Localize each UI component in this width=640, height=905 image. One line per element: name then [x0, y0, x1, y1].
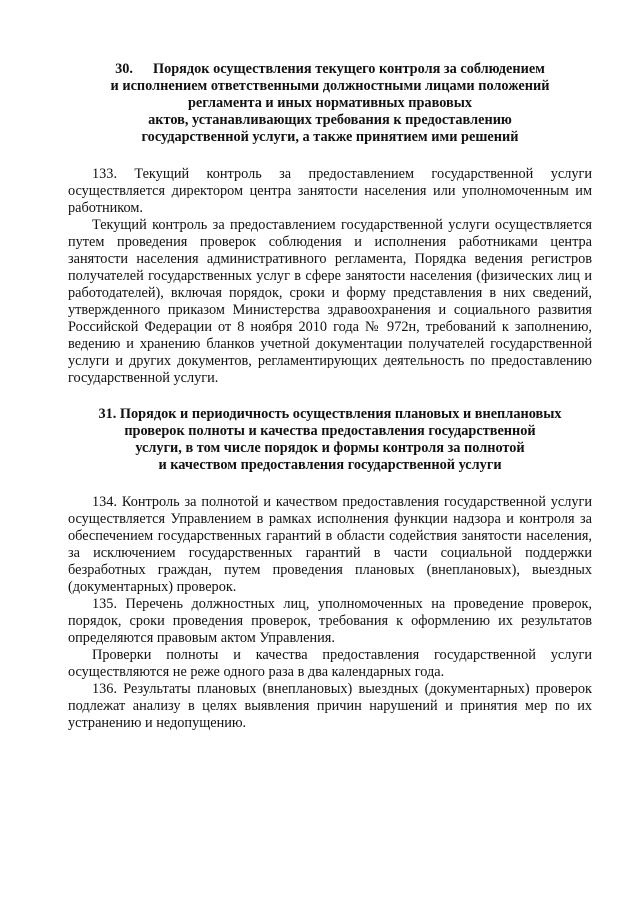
- section-30-heading: [68, 61, 592, 146]
- heading-line: услуги, в том числе порядок и формы контроля за полнотой: [135, 440, 525, 456]
- paragraph-136: 136. Результаты плановых (внеплановых) выездных (документарных) проверок подлежат анализу в целях выявления причин нарушений и принятия мер по их устранению и недопущению.: [68, 681, 592, 731]
- document-page: [68, 61, 592, 732]
- paragraph-inspections-frequency: Проверки полноты и качества предоставления государственной услуги осуществляются не реже одного раза в два календарных года.: [68, 647, 592, 680]
- section-30-body: [68, 166, 592, 387]
- heading-line: актов, устанавливающих требования к предоставлению: [148, 112, 512, 128]
- heading-line: [68, 61, 592, 78]
- heading-line-text: Порядок осуществления текущего контроля за соблюдением: [152, 61, 545, 77]
- paragraph-133: 133. Текущий контроль за предоставлением государственной услуги осуществляется директором центра занятости населения или уполномоченным им работником.: [68, 166, 592, 216]
- paragraph-134: 134. Контроль за полнотой и качеством предоставления государственной услуги осуществляется Управлением в рамках исполнения функции надзора и контроля за обеспечением государственных гарантий в области содействия занятости населения, за исключением государственных гарантий в части социальной поддержки безработных граждан, путем проведения плановых (внеплановых), выездных (документарных) проверок.: [68, 494, 592, 595]
- heading-line: и качеством предоставления государственной услуги: [158, 457, 502, 473]
- paragraph-135: 135. Перечень должностных лиц, уполномоченных на проведение проверок, порядок, сроки проведения проверок, требования к оформлению их результатов определяются правовым актом Управления.: [68, 596, 592, 646]
- heading-line: 31. Порядок и периодичность осуществления плановых и внеплановых: [98, 406, 562, 422]
- paragraph-current-control: Текущий контроль за предоставлением государственной услуги осуществляется путем проведения проверок соблюдения и исполнения работниками центра занятости населения административного регламента, Порядка ведения регистров получателей государственных услуг в сфере занятости населения (физических лиц и работодателей), включая порядок, сроки и форму представления в них сведений, утвержденного приказом Министерства здравоохранения и социального развития Российской Федерации от 8 ноября 2010 года № 972н, требований к заполнению, ведению и хранению бланков учетной документации получателей государственной услуги и других документов, регламентирующих деятельность по предоставлению государственной услуги.: [68, 217, 592, 386]
- section-number: 30.: [115, 61, 133, 77]
- heading-line: проверок полноты и качества предоставления государственной: [124, 423, 536, 439]
- heading-line: регламента и иных нормативных правовых: [187, 95, 473, 111]
- heading-line: государственной услуги, а также принятием ими решений: [141, 129, 519, 145]
- heading-line: и исполнением ответственными должностными лицами положений: [110, 78, 550, 94]
- section-31-body: [68, 494, 592, 732]
- section-31-heading: [68, 406, 592, 474]
